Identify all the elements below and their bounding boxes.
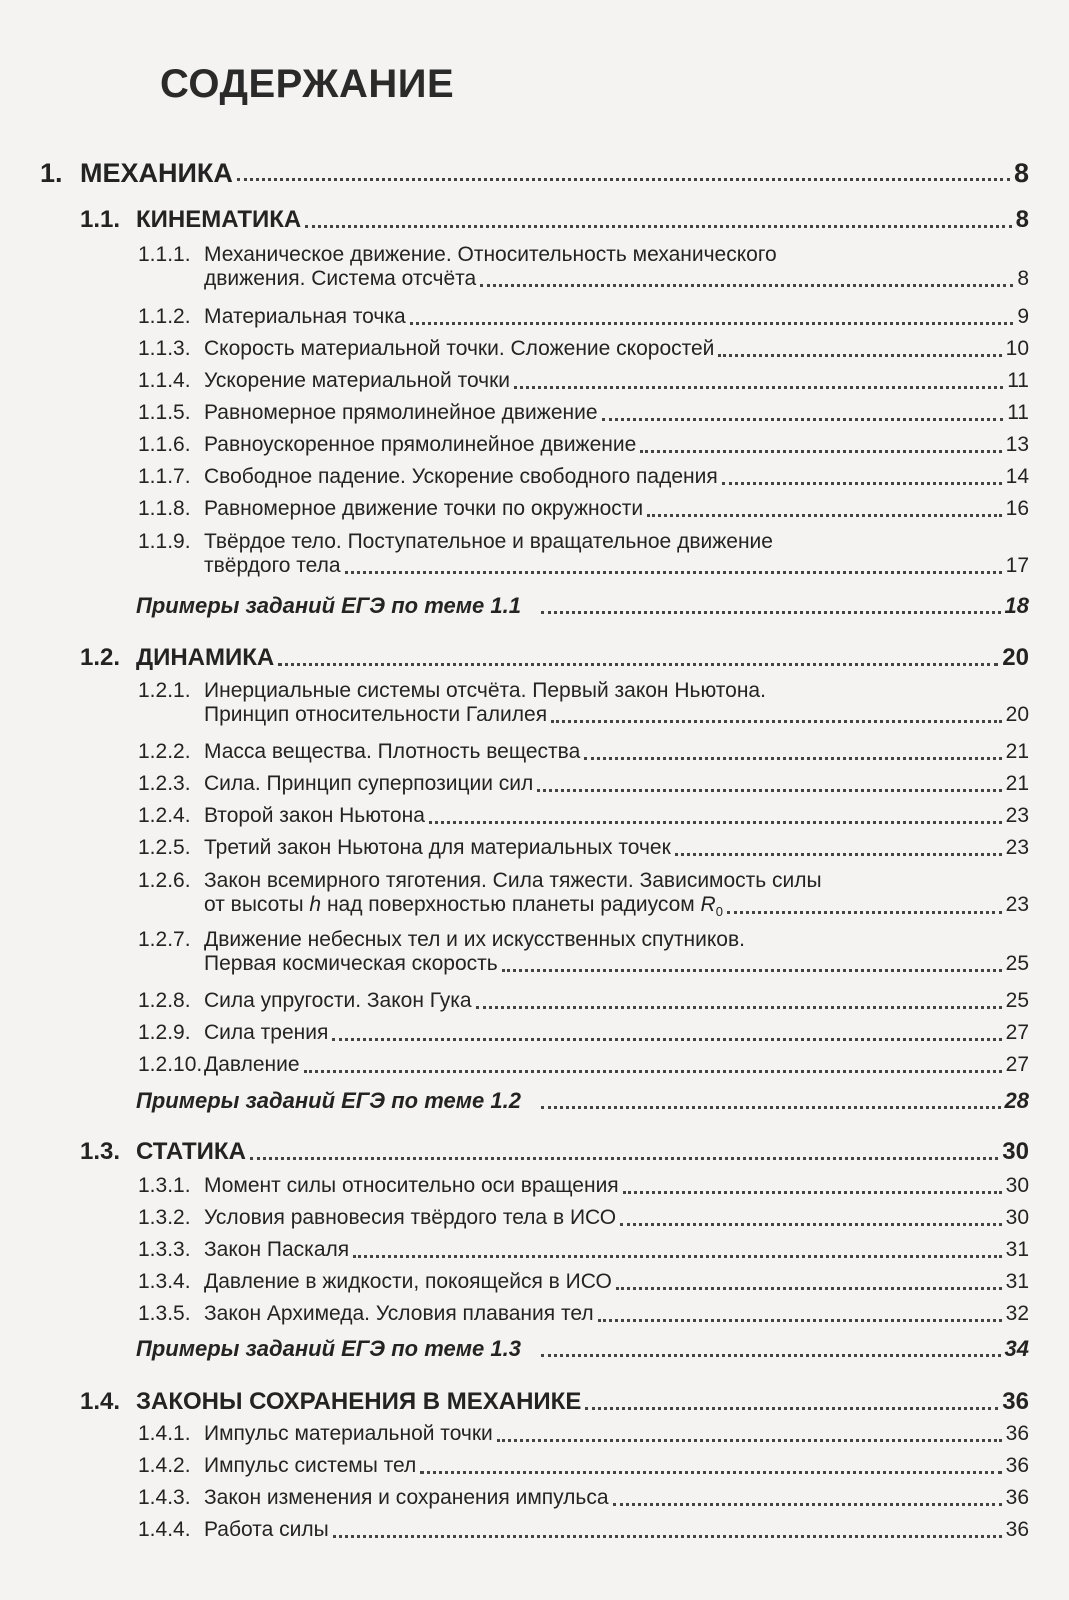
toc-title: Материальная точка xyxy=(204,305,406,328)
variable-r: R xyxy=(700,893,716,916)
dot-leader xyxy=(675,853,1002,856)
toc-title: МЕХАНИКА xyxy=(80,158,233,188)
dot-leader xyxy=(620,1223,1002,1226)
toc-page-number: 18 xyxy=(1004,593,1029,618)
toc-title: Сила трения xyxy=(204,1021,329,1044)
toc-page-number: 30 xyxy=(1002,1138,1029,1165)
toc-page-number: 36 xyxy=(1005,1422,1029,1445)
dot-leader xyxy=(502,969,1002,972)
toc-title: Момент силы относительно оси вращения xyxy=(204,1174,619,1197)
toc-title-line1: Движение небесных тел и их искусственных спутников. xyxy=(204,928,745,951)
toc-page-number: 36 xyxy=(1005,1518,1029,1541)
dot-leader xyxy=(623,1191,1002,1194)
dot-leader xyxy=(410,322,1014,325)
toc-number: 1.1.3. xyxy=(138,337,191,360)
toc-page-number: 34 xyxy=(1004,1336,1029,1361)
toc-entry-1-1-9[interactable] xyxy=(138,530,1029,578)
toc-title: Равномерное прямолинейное движение xyxy=(204,401,598,424)
dot-leader xyxy=(304,1070,1002,1073)
toc-title-line1: Твёрдое тело. Поступательное и вращательное движение xyxy=(204,530,773,553)
toc-number: 1. xyxy=(40,158,63,188)
toc-number: 1.3. xyxy=(80,1138,121,1165)
toc-number: 1.2.6. xyxy=(138,869,191,892)
dot-leader xyxy=(305,225,1011,228)
toc-entry-1-3[interactable] xyxy=(80,1138,1029,1166)
variable-h: h xyxy=(309,893,322,916)
toc-title: Равноускоренное прямолинейное движение xyxy=(204,433,637,456)
toc-number: 1.3.4. xyxy=(138,1270,191,1293)
toc-page-number: 13 xyxy=(1005,433,1029,456)
toc-page-number: 11 xyxy=(1007,401,1029,424)
toc-entry-1-1-1[interactable] xyxy=(138,243,1029,291)
dot-leader xyxy=(585,1407,998,1410)
toc-entry-1-2-3[interactable] xyxy=(138,772,1029,796)
dot-leader xyxy=(541,1106,1001,1109)
toc-page-number: 31 xyxy=(1005,1238,1029,1261)
toc-title: Сила упругости. Закон Гука xyxy=(204,989,472,1012)
toc-title-line2: Первая космическая скорость xyxy=(204,952,498,975)
toc-title: Примеры заданий ЕГЭ по теме 1.2 xyxy=(136,1088,521,1113)
dot-leader xyxy=(584,757,1001,760)
toc-title: Сила. Принцип суперпозиции сил xyxy=(204,772,534,795)
toc-title: Свободное падение. Ускорение свободного падения xyxy=(204,465,718,488)
toc-number: 1.1.5. xyxy=(138,401,191,424)
toc-number: 1.1.2. xyxy=(138,305,191,328)
toc-page-number: 28 xyxy=(1004,1088,1029,1113)
toc-number: 1.2.2. xyxy=(138,740,191,763)
variable-r-subscript: 0 xyxy=(715,904,723,920)
toc-examples-1-3[interactable] xyxy=(136,1336,1029,1362)
toc-title: Давление xyxy=(204,1053,300,1076)
toc-page-number: 25 xyxy=(1005,952,1029,975)
toc-entry-1-2-10[interactable] xyxy=(138,1053,1029,1077)
toc-number: 1.1.9. xyxy=(138,530,191,553)
toc-title-line1: Механическое движение. Относительность механического xyxy=(204,243,777,266)
toc-number: 1.1. xyxy=(80,206,121,233)
toc-title: Импульс системы тел xyxy=(204,1454,417,1477)
toc-entry-1-1-6[interactable] xyxy=(138,433,1029,457)
toc-entry-1-1-5[interactable] xyxy=(138,401,1029,425)
toc-title: Ускорение материальной точки xyxy=(204,369,511,392)
toc-page-number: 25 xyxy=(1005,989,1029,1012)
toc-number: 1.3.3. xyxy=(138,1238,191,1261)
toc-number: 1.4.1. xyxy=(138,1422,191,1445)
dot-leader xyxy=(541,611,1001,614)
dot-leader xyxy=(332,1038,1001,1041)
toc-page-number: 8 xyxy=(1013,158,1029,188)
dot-leader xyxy=(345,571,1002,574)
toc-title-line2: твёрдого тела xyxy=(204,554,341,577)
toc-page-number: 30 xyxy=(1005,1174,1029,1197)
dot-leader xyxy=(497,1439,1002,1442)
toc-entry-1-2-7[interactable] xyxy=(138,928,1029,976)
toc-number: 1.3.5. xyxy=(138,1302,191,1325)
toc-entry-1-3-3[interactable] xyxy=(138,1238,1029,1262)
toc-title: Второй закон Ньютона xyxy=(204,804,425,827)
toc-page-number: 36 xyxy=(1002,1388,1029,1415)
dot-leader xyxy=(333,1535,1002,1538)
toc-entry-1-4-1[interactable] xyxy=(138,1422,1029,1446)
dot-leader xyxy=(278,663,998,666)
toc-page-number: 20 xyxy=(1002,644,1029,671)
toc-title: Импульс материальной точки xyxy=(204,1422,493,1445)
toc-page-number: 23 xyxy=(1005,893,1029,916)
toc-entry-1-2-8[interactable] xyxy=(138,989,1029,1013)
toc-number: 1.1.7. xyxy=(138,465,191,488)
toc-entry-1-4[interactable] xyxy=(80,1388,1029,1416)
toc-number: 1.2.9. xyxy=(138,1021,191,1044)
toc-title: Закон изменения и сохранения импульса xyxy=(204,1486,609,1509)
dot-leader xyxy=(718,354,1001,357)
toc-title: Примеры заданий ЕГЭ по теме 1.3 xyxy=(136,1336,521,1361)
toc-title: Работа силы xyxy=(204,1518,329,1541)
dot-leader xyxy=(420,1471,1001,1474)
toc-entry-1-2-4[interactable] xyxy=(138,804,1029,828)
toc-page-number: 21 xyxy=(1005,740,1029,763)
toc-page-number: 36 xyxy=(1005,1454,1029,1477)
toc-entry-1-2-2[interactable] xyxy=(138,740,1029,764)
dot-leader xyxy=(237,178,1010,181)
toc-title: Примеры заданий ЕГЭ по теме 1.1 xyxy=(136,593,521,618)
toc-number: 1.1.1. xyxy=(138,243,191,266)
dot-leader xyxy=(514,386,1003,389)
toc-title: ДИНАМИКА xyxy=(136,644,275,671)
toc-number: 1.3.1. xyxy=(138,1174,191,1197)
toc-page-number: 31 xyxy=(1005,1270,1029,1293)
toc-number: 1.4. xyxy=(80,1388,121,1415)
toc-page-number: 21 xyxy=(1005,772,1029,795)
dot-leader xyxy=(353,1255,1002,1258)
toc-entry-1-2-1[interactable] xyxy=(138,679,1029,727)
toc-page-number: 27 xyxy=(1005,1053,1029,1076)
dot-leader xyxy=(537,789,1001,792)
toc-examples-1-1[interactable] xyxy=(136,593,1029,619)
toc-entry-1-2-9[interactable] xyxy=(138,1021,1029,1045)
dot-leader xyxy=(480,284,1013,287)
toc-entry-1-1-8[interactable] xyxy=(138,497,1029,521)
dot-leader xyxy=(602,418,1004,421)
toc-page-number: 10 xyxy=(1005,337,1029,360)
toc-entry-1-1-3[interactable] xyxy=(138,337,1029,361)
toc-entry-1-1-4[interactable] xyxy=(138,369,1029,393)
toc-number: 1.4.4. xyxy=(138,1518,191,1541)
dot-leader xyxy=(616,1287,1002,1290)
toc-title: Давление в жидкости, покоящейся в ИСО xyxy=(204,1270,612,1293)
toc-number: 1.4.2. xyxy=(138,1454,191,1477)
dot-leader xyxy=(541,1354,1001,1357)
toc-page-number: 8 xyxy=(1015,206,1029,233)
toc-page-number: 8 xyxy=(1017,267,1029,290)
toc-number: 1.3.2. xyxy=(138,1206,191,1229)
dot-leader xyxy=(551,720,1002,723)
toc-title-line1: Инерциальные системы отсчёта. Первый закон Ньютона. xyxy=(204,679,766,702)
toc-page-number: 14 xyxy=(1005,465,1029,488)
toc-title: Равномерное движение точки по окружности xyxy=(204,497,644,520)
toc-entry-1-3-1[interactable] xyxy=(138,1174,1029,1198)
toc-entry-1-1-7[interactable] xyxy=(138,465,1029,489)
toc-title-line2: Принцип относительности Галилея xyxy=(204,703,548,726)
toc-entry-1-2-5[interactable] xyxy=(138,836,1029,860)
toc-entry-1[interactable] xyxy=(40,158,1029,189)
toc-page-number: 23 xyxy=(1005,836,1029,859)
toc-entry-1-4-3[interactable] xyxy=(138,1486,1029,1510)
toc-title: СТАТИКА xyxy=(136,1138,246,1165)
toc-title: Скорость материальной точки. Сложение скоростей xyxy=(204,337,715,360)
toc-page-number: 27 xyxy=(1005,1021,1029,1044)
dot-leader xyxy=(598,1319,1002,1322)
toc-page-number: 17 xyxy=(1005,554,1029,577)
toc-entry-1-2-6[interactable] xyxy=(138,869,1029,919)
dot-leader xyxy=(429,821,1002,824)
toc-number: 1.1.6. xyxy=(138,433,191,456)
toc-entry-1-4-2[interactable] xyxy=(138,1454,1029,1478)
toc-title: Условия равновесия твёрдого тела в ИСО xyxy=(204,1206,617,1229)
toc-page-number: 20 xyxy=(1005,703,1029,726)
toc-title: Масса вещества. Плотность вещества xyxy=(204,740,581,763)
dot-leader xyxy=(250,1157,998,1160)
toc-entry-1-4-4[interactable] xyxy=(138,1518,1029,1542)
toc-entry-1-3-2[interactable] xyxy=(138,1206,1029,1230)
toc-entry-1-3-4[interactable] xyxy=(138,1270,1029,1294)
toc-number: 1.1.8. xyxy=(138,497,191,520)
toc-title: КИНЕМАТИКА xyxy=(136,206,302,233)
toc-title-line2: движения. Система отсчёта xyxy=(204,267,477,290)
toc-page-number: 16 xyxy=(1005,497,1029,520)
toc-number: 1.1.4. xyxy=(138,369,191,392)
toc-number: 1.2.10. xyxy=(138,1053,203,1076)
toc-number: 1.2.3. xyxy=(138,772,191,795)
toc-number: 1.2.1. xyxy=(138,679,191,702)
toc-entry-1-1-2[interactable] xyxy=(138,305,1029,329)
toc-number: 1.2.8. xyxy=(138,989,191,1012)
toc-examples-1-2[interactable] xyxy=(136,1088,1029,1114)
toc-page-number: 30 xyxy=(1005,1206,1029,1229)
toc-title: Третий закон Ньютона для материальных точек xyxy=(204,836,671,859)
toc-title-line1: Закон всемирного тяготения. Сила тяжести. Зависимость силы xyxy=(204,869,822,892)
page-title: СОДЕРЖАНИЕ xyxy=(160,62,455,106)
toc-entry-1-2[interactable] xyxy=(80,644,1029,672)
toc-title: Закон Паскаля xyxy=(204,1238,350,1261)
toc-title: ЗАКОНЫ СОХРАНЕНИЯ В МЕХАНИКЕ xyxy=(136,1388,582,1415)
toc-number: 1.2. xyxy=(80,644,121,671)
dot-leader xyxy=(476,1006,1002,1009)
toc-page-number: 9 xyxy=(1017,305,1029,328)
toc-title: Закон Архимеда. Условия плавания тел xyxy=(204,1302,594,1325)
dot-leader xyxy=(640,450,1001,453)
toc-entry-1-3-5[interactable] xyxy=(138,1302,1029,1326)
dot-leader xyxy=(727,911,1002,914)
toc-title-line2: от высоты h над поверхностью планеты радиусом $R_0$ xyxy=(204,893,723,920)
toc-page-number: 36 xyxy=(1005,1486,1029,1509)
toc-number: 1.2.7. xyxy=(138,928,191,951)
toc-page-number: 11 xyxy=(1007,369,1029,392)
dot-leader xyxy=(722,482,1002,485)
toc-number: 1.4.3. xyxy=(138,1486,191,1509)
toc-page-number: 32 xyxy=(1005,1302,1029,1325)
toc-number: 1.2.5. xyxy=(138,836,191,859)
toc-entry-1-1[interactable] xyxy=(80,206,1029,234)
dot-leader xyxy=(613,1503,1002,1506)
toc-number: 1.2.4. xyxy=(138,804,191,827)
toc-page-number: 23 xyxy=(1005,804,1029,827)
dot-leader xyxy=(647,514,1002,517)
